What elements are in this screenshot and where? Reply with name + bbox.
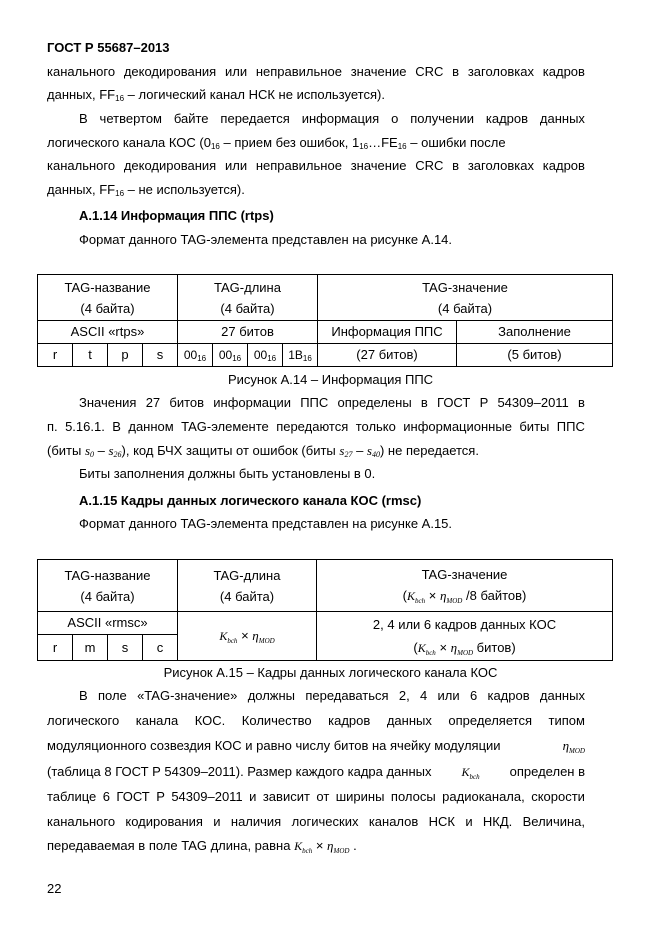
info-bits-cell: (27 битов)	[318, 344, 457, 367]
char-cell: t	[73, 344, 108, 367]
word: Величина,	[522, 814, 585, 829]
text: данных, FF	[47, 182, 116, 197]
word: и	[249, 789, 257, 804]
text: …FE	[368, 135, 398, 150]
word: данных	[539, 688, 585, 703]
word: информация	[301, 111, 380, 126]
word: передаваться	[305, 688, 389, 703]
word: данных	[539, 111, 585, 126]
tag-name-header: TAG-название (4 байта)	[38, 560, 178, 612]
p3-line1	[79, 395, 585, 411]
word: байте	[173, 111, 209, 126]
word: «TAG-значение»	[137, 688, 238, 703]
subscript: 16	[115, 94, 125, 103]
tag-length-header: TAG-длина (4 байта)	[178, 275, 318, 321]
word: данном	[128, 419, 174, 434]
word: битов	[169, 395, 205, 410]
p2-line2	[47, 135, 585, 151]
tag-value-header: TAG-значение ($K_{bch} \times \eta_{MOD}$ /8 байтов)	[317, 560, 613, 612]
word: каналов	[368, 814, 419, 829]
word: ширины	[335, 789, 385, 804]
p1-line1	[47, 64, 585, 80]
word: ГОСТ	[437, 395, 471, 410]
text: – логический канал НСК не используется).	[124, 87, 385, 102]
ascii-cell: ASCII «rtps»	[38, 321, 178, 344]
word: CRC	[415, 64, 444, 79]
word: неправильное	[255, 64, 342, 79]
figure-ref-a114: Формат данного TAG-элемента представлен на рисунке А.14.	[79, 232, 453, 247]
word: полосы	[390, 789, 436, 804]
word: Р	[479, 395, 489, 410]
word: ГОСТ	[116, 789, 150, 804]
word: типом	[548, 713, 585, 728]
word: Р	[156, 789, 165, 804]
word: радиоканала,	[442, 789, 525, 804]
word: НКД.	[482, 814, 513, 829]
word: значение	[350, 64, 407, 79]
word: заголовках	[467, 64, 535, 79]
word: 5.16.1.	[65, 419, 105, 434]
byte-cell: $00_{16}$	[213, 344, 248, 367]
document-header: ГОСТ Р 55687–2013	[47, 40, 170, 55]
fill-cell: Заполнение	[457, 321, 613, 344]
word: передаются	[276, 419, 349, 434]
char-cell: c	[143, 635, 178, 661]
word: зависит	[262, 789, 310, 804]
byte-cell: $1B_{16}$	[283, 344, 318, 367]
word: биты	[519, 419, 550, 434]
word: определены	[337, 395, 412, 410]
word: или	[437, 688, 460, 703]
word: 4	[420, 688, 428, 703]
p5-line3: модуляционного созвездия КОС и равно числу битов на ячейку модуляции $\eta_{MOD}$	[47, 738, 585, 755]
word: в	[452, 158, 460, 173]
word: НСК	[428, 814, 455, 829]
figure-caption-a14: Рисунок А.14 – Информация ППС	[227, 372, 434, 387]
word: канального	[47, 814, 116, 829]
p2-line4	[47, 182, 245, 198]
word: и	[213, 814, 221, 829]
word: поле	[97, 688, 127, 703]
word: декодирования	[123, 64, 217, 79]
word: ППС	[300, 395, 329, 410]
text: модуляционного созвездия КОС и равно числу битов на ячейку модуляции	[47, 738, 501, 753]
word: TAG-элементе	[181, 419, 269, 434]
word: скорости	[531, 789, 585, 804]
word: логических	[291, 814, 359, 829]
subscript: 16	[397, 142, 407, 151]
length-formula-cell: $K_{bch} \times \eta_{MOD}$	[178, 612, 317, 661]
word: в	[420, 395, 428, 410]
text: определен в	[509, 764, 585, 779]
word: кадров	[542, 158, 585, 173]
p5-line5	[47, 789, 585, 805]
section-heading-a114: А.1.14 Информация ППС (rtps)	[79, 208, 274, 223]
word: 54309–2011	[497, 395, 569, 410]
word: определяется	[448, 713, 532, 728]
byte-cell: $00_{16}$	[248, 344, 283, 367]
word: 54309–2011	[171, 789, 243, 804]
char-cell: s	[108, 635, 143, 661]
word: декодирования	[123, 158, 217, 173]
figure-caption-a15: Рисунок А.15 – Кадры данных логического канала КОС	[163, 665, 498, 680]
word: наличия	[230, 814, 282, 829]
word: данных	[386, 713, 432, 728]
word: логического	[47, 713, 120, 728]
word: CRC	[415, 158, 444, 173]
tag-name-header: TAG-название (4 байта)	[38, 275, 178, 321]
word: канального	[47, 158, 116, 173]
text: данных, FF	[47, 87, 116, 102]
word: в	[452, 64, 460, 79]
p4-line: Биты заполнения должны быть установлены в 0.	[79, 466, 376, 481]
subscript: 16	[210, 142, 220, 151]
word: или	[224, 64, 248, 79]
text: – прием без ошибок, 1	[219, 135, 360, 150]
word: п.	[47, 419, 58, 434]
info-cell: Информация ППС	[318, 321, 457, 344]
word: должны	[247, 688, 296, 703]
char-cell: r	[38, 635, 73, 661]
char-cell: m	[73, 635, 108, 661]
word: 27	[145, 395, 161, 410]
word: 6	[469, 688, 478, 703]
p1-line2	[47, 87, 385, 103]
subscript: 16	[115, 189, 125, 198]
p5-line4: (таблица 8 ГОСТ Р 54309–2011). Размер каждого кадра данных $K_{bch}$ определен в	[47, 764, 585, 781]
p5-line6	[47, 814, 585, 830]
word: кадров	[328, 713, 371, 728]
word: информационные	[403, 419, 512, 434]
word: значение	[350, 158, 407, 173]
p3-line2	[47, 419, 585, 435]
char-cell: p	[108, 344, 143, 367]
word: кодирования	[125, 814, 203, 829]
page-number: 22	[47, 881, 62, 896]
word: получении	[410, 111, 474, 126]
fill-bits-cell: (5 битов)	[457, 344, 613, 367]
word: или	[224, 158, 248, 173]
word: информации	[213, 395, 291, 410]
tag-length-header: TAG-длина (4 байта)	[178, 560, 317, 612]
word: кадров	[485, 111, 529, 126]
word: Количество	[241, 713, 312, 728]
word: и	[465, 814, 473, 829]
word: четвертом	[99, 111, 162, 126]
section-heading-a115: А.1.15 Кадры данных логического канала КОС (rmsc)	[79, 493, 422, 508]
word: В	[112, 419, 121, 434]
word: неправильное	[255, 158, 342, 173]
ascii-cell: ASCII «rmsc»	[38, 612, 178, 635]
word: В	[79, 688, 88, 703]
word: 6	[102, 789, 110, 804]
word: заголовках	[467, 158, 535, 173]
p2-line3	[47, 158, 585, 174]
subscript: 16	[359, 142, 369, 151]
text: – не используется).	[124, 182, 245, 197]
word: таблице	[47, 789, 97, 804]
p3-line3: (биты $s_0 - s_{26}$), код БЧХ защиты от ошибок (биты $s_{27} - s_{40}$) не передается.	[47, 443, 479, 459]
p2-line1	[79, 111, 585, 127]
table-a15	[37, 559, 613, 661]
text: – ошибки после	[406, 135, 506, 150]
word: ППС	[556, 419, 585, 434]
p5-line2	[47, 713, 585, 729]
byte-cell: $00_{16}$	[178, 344, 213, 367]
word: канала	[135, 713, 179, 728]
word: только	[355, 419, 396, 434]
word: В	[79, 111, 88, 126]
word: передается	[220, 111, 290, 126]
text: (таблица 8 ГОСТ Р 54309–2011). Размер каждого кадра данных	[47, 764, 432, 779]
word: от	[316, 789, 330, 804]
p5-line1	[79, 688, 585, 704]
word: канального	[47, 64, 116, 79]
word: кадров	[542, 64, 585, 79]
word: 2,	[398, 688, 410, 703]
word: Значения	[79, 395, 137, 410]
word: кадров	[487, 688, 530, 703]
text: логического канала КОС (0	[47, 135, 211, 150]
word: в	[578, 395, 585, 410]
value-cell: 2, 4 или 6 кадров данных КОС ($K_{bch} \times \eta_{MOD}$ битов)	[317, 612, 613, 661]
char-cell: r	[38, 344, 73, 367]
word: КОС.	[194, 713, 226, 728]
char-cell: s	[143, 344, 178, 367]
word: о	[391, 111, 399, 126]
bits-cell: 27 битов	[178, 321, 318, 344]
p5-line7: передаваемая в поле TAG длина, равна $K_{bch} \times \eta_{MOD}$ .	[47, 838, 357, 855]
table-a14	[37, 274, 613, 367]
tag-value-header: TAG-значение (4 байта)	[318, 275, 613, 321]
figure-ref-a115: Формат данного TAG-элемента представлен на рисунке А.15.	[79, 516, 453, 531]
